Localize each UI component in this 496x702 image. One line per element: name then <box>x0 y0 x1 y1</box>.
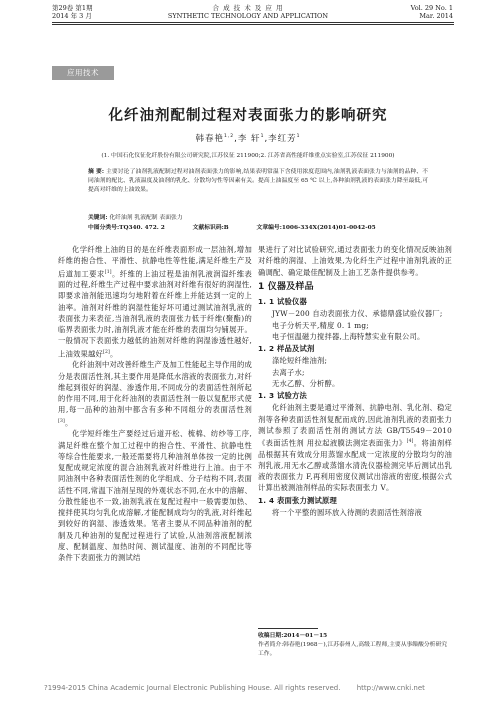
keywords-text: 化纤油剂 乳液配制 表面张力 <box>109 215 183 221</box>
paragraph: 无水乙醇、分析醇。 <box>272 378 340 388</box>
copyright-footer <box>44 684 425 692</box>
section-badge: 应用技术 <box>52 66 114 80</box>
abstract-label: 摘 要: <box>88 169 105 175</box>
subsection-heading: 1. 4 表面张力测试原理 <box>258 495 337 505</box>
cnki-link[interactable]: http://www.cnki.net <box>356 684 425 692</box>
author-list: 韩春艳$^{1,2}$,李 轩$^1$,李红芳$^1$ <box>195 134 301 144</box>
clc-number: 中图分类号:TQ340. 472. 2 <box>88 225 165 231</box>
paragraph: 化学纤维上油的目的是在纤维表面形成一层油剂,增加纤维的抱合性、平滑性、抗静电性等性能,满足纤维生产及后道加工要求[1]。纤维的上油过程是油剂乳液润湿纤维表面的过程,纤维生产过程中要求油剂对纤维有很好的润湿性,即要求油剂能迅速均匀地附着在纤维上并能达到一定的上油率。油剂对纤维的润湿性能好坏可通过测试油剂乳液的表面张力来表征,当油剂乳液的表面张力低于纤维(聚酯)的临界表面张力时,油剂乳液才能在纤维的表面均匀铺展开。一般情况下表面张力越低的油剂对纤维的润湿渗透性越好,上油效果越好[2]。 <box>58 245 253 359</box>
copyright-text: ?1994-2015 China Academic Journal Electronic Publishing House. All rights reserved. <box>44 684 341 692</box>
keywords-label: 关键词: <box>88 215 108 221</box>
keywords <box>88 212 428 221</box>
author-name: 李红芳 <box>268 134 297 144</box>
paragraph: 电子分析天平,精度 0. 1 mg; <box>272 320 369 330</box>
author-bio: 作者简介:韩春艳(1968－),江苏泰州人,高级工程师,主要从事缫酸分析研究工作。 <box>258 642 448 657</box>
paragraph: 果进行了对比试验研究,通过表面张力的变化情况反映油剂对纤维的润湿、上油效果,为化纤生产过程中油剂乳液的正确调配、确定最佳配制及上油工艺条件提供参考。 <box>258 245 452 277</box>
header-rule-thin <box>52 24 454 25</box>
paragraph: 将一个平整的圆环放入待测的表面活性剂溶液 <box>272 507 422 517</box>
author-name: 李 轩 <box>237 134 261 144</box>
abstract-text: 主要讨论了油剂乳液配制过程对油剂表面张力的影响,结果表明常温下含使用浓度范围内,油剂乳液表面张力与油剂的品种、不同油剂的配比、乳液温度及油剂的乳化、分散均匀性等因素有关。提高上油温度至 65 ℃ 以上,各种油剂乳液的表面张力降至最低,可提高对纤维的上油效果。 <box>88 169 429 193</box>
paragraph: JYW－200 自动表面张力仪、承德鼎盛试验仪器厂; <box>272 309 443 319</box>
document-code: 文献标识码:B <box>192 225 229 231</box>
paragraph: 化纤油剂中对改善纤维生产及加工性能起主导作用的成分是表面活性剂,其主要作用是降低水溶液的表面张力,对纤维起到很好的润湿、渗透作用,不同成分的表面活性剂所起的作用不同,用于化纤油剂的表面活性剂一般以复配形式使用,每一品种的油剂中都含有多种不同组分的表面活性剂[3]。 <box>58 360 252 428</box>
paragraph: 去离子水; <box>272 367 305 377</box>
footnotes <box>258 632 452 659</box>
affiliation: (1. 中国石化仪征化纤股份有限公司研究院,江苏仪征 211900;2. 江苏省高性能纤维重点实验室,江苏仪征 211900) <box>101 153 395 159</box>
received-date: 收稿日期:2014－01－15 <box>258 633 328 639</box>
abstract <box>88 168 428 195</box>
footnote-rule <box>258 628 318 629</box>
journal-volume-en: Vol. 29 No. 1 Mar. 2014 <box>410 4 453 20</box>
paragraph: 化学短纤维生产要经过后道开松、梳棉、纺纱等工序,满足纤维在整个加工过程中的抱合性、平滑性、抗静电性等综合性能要求,一般还需要将几种油剂单体按一定的比例复配成规定浓度的混合油剂乳液对纤维进行上油。由于不同油剂中各种表面活性剂的化学组成、分子结构不同,表面活性不同,常温下油剂呈现的外观状态不同,在水中的溶解、分散性能也不一致,油剂乳液在复配过程中一般需要加热、搅拌使其均匀乳化成溶解,才能配制成均匀的乳液,对纤维起到较好的润湿、渗透效果。笔者主要从不同品种油剂的配制及几种油剂的复配过程进行了试验,从油剂溶液配制浓度、配制温度、加热时间、测试温度、油剂的不同配比等条件下表面张力的测试结 <box>58 429 252 563</box>
journal-name: 合 成 技 术 及 应 用 SYNTHETIC TECHNOLOGY AND APPLICATION <box>167 4 329 20</box>
subsection-heading: 1. 1 试验仪器 <box>258 297 307 306</box>
paragraph: 涤纶短纤维油剂; <box>272 356 328 366</box>
subsection-heading: 1. 2 样品及试剂 <box>258 344 315 353</box>
subsection-heading: 1. 3 试验方法 <box>258 391 307 400</box>
header-rule <box>52 22 454 23</box>
journal-volume-issue: 第29卷 第1期 2014 年 3 月 <box>52 4 93 20</box>
paragraph: 电子恒温磁力搅拌器,上海特慧实业有限公司。 <box>272 331 425 341</box>
article-number: 文章编号:1006-334X(2014)01-0042-05 <box>256 225 376 231</box>
section-heading: 1 仪器及样品 <box>258 281 314 292</box>
body-left-column <box>58 244 252 563</box>
classification-line <box>88 222 428 231</box>
body-right-column <box>258 244 452 518</box>
paragraph: 化纤油剂主要是通过平滑剂、抗静电剂、乳化剂、稳定剂等各种表面活性剂复配而成的,因此油剂乳液的表面张力测试参照了表面活性剂的测试方法 GB/T5549－2010《表面活性剂 用拉起液膜法测定表面张力》[4]。将油剂样品根据其有效成分用蒸馏水配成一定浓度的分散均匀的油剂乳液,用无水乙醇或蒸馏水清洗仪器检测完毕后测试出乳液的表面张力 F,再利用密度仪测试出溶液的密度,根据公式计算出被测油剂样品的实际表面张力 V。 <box>258 403 452 493</box>
author-name: 韩春艳 <box>195 134 224 144</box>
article-title: 化纤油剂配制过程对表面张力的影响研究 <box>108 108 388 124</box>
